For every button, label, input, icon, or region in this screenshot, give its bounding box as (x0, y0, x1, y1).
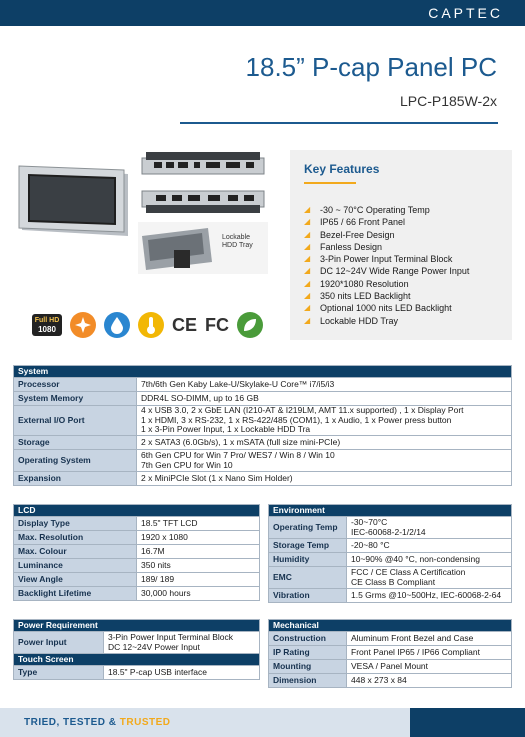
spec-value: Aluminum Front Bezel and Case (347, 632, 512, 646)
spec-value: Front Panel IP65 / IP66 Compliant (347, 646, 512, 660)
key-feature-text: Lockable HDD Tray (320, 315, 399, 326)
lcd-spec-table (13, 504, 260, 601)
ip65-icon (104, 312, 130, 338)
spec-row (269, 517, 512, 539)
spec-value: 1.5 Grms @10~500Hz, IEC-60068-2-64 (347, 589, 512, 603)
key-feature-item (304, 290, 509, 302)
top-bar (0, 0, 525, 26)
spec-row (14, 587, 260, 601)
rohs-icon (237, 312, 263, 338)
key-feature-text: Optional 1000 nits LED Backlight (320, 303, 452, 314)
bullet-icon: ◢ (304, 303, 311, 313)
system-spec-table (13, 365, 512, 486)
resolution-1080-text: 1080 (38, 325, 56, 334)
spec-label: Vibration (269, 589, 347, 603)
lcd-header: LCD (14, 505, 260, 517)
spec-row (269, 674, 512, 688)
key-feature-text: Bezel-Free Design (320, 229, 395, 240)
spec-value: 4 x USB 3.0, 2 x GbE LAN (I210-AT & I219LM, AMT 11.x supported) , 1 x Display Port 1 x HDMI, 3 x RS-232, 1 x RS-422/485 (COM1), 1 x Audio, 1 x Power press button 1 x 3-Pin Power Input, 1 x Lockable HDD Tra (137, 406, 512, 436)
spec-label: Humidity (269, 553, 347, 567)
spec-row (14, 559, 260, 573)
panel-pc-top-io-image (138, 185, 268, 217)
spec-row (269, 589, 512, 603)
tagline (24, 717, 171, 728)
key-feature-item (304, 216, 509, 228)
spec-label: Storage (14, 436, 137, 450)
bullet-icon: ◢ (304, 217, 311, 227)
key-feature-text: 350 nits LED Backlight (320, 291, 411, 302)
ce-mark-icon: CE (172, 314, 198, 335)
key-feature-item (304, 265, 509, 277)
spec-label: Processor (14, 378, 137, 392)
spec-label: Max. Resolution (14, 531, 137, 545)
tagline-part-2: TRUSTED (119, 717, 171, 728)
spec-value: 1920 x 1080 (137, 531, 260, 545)
bullet-icon: ◢ (304, 291, 311, 301)
spec-label: Type (14, 666, 104, 680)
tagline-part-1: TRIED, TESTED & (24, 717, 120, 728)
spec-row (14, 545, 260, 559)
spec-value: -30~70°C IEC-60068-2-1/2/14 (347, 517, 512, 539)
spec-row (269, 539, 512, 553)
spec-value: VESA / Panel Mount (347, 660, 512, 674)
spec-row (14, 392, 512, 406)
bullet-icon: ◢ (304, 205, 311, 214)
spec-label: EMC (269, 567, 347, 589)
spec-label: System Memory (14, 392, 137, 406)
spec-row (14, 632, 260, 654)
spec-value: -20~80 °C (347, 539, 512, 553)
spec-row (14, 531, 260, 545)
key-feature-text: DC 12~24V Wide Range Power Input (320, 266, 470, 277)
bullet-icon: ◢ (304, 254, 311, 264)
spec-label: External I/O Port (14, 406, 137, 436)
key-feature-text: 1920*1080 Resolution (320, 278, 409, 289)
key-features-title: Key Features (304, 162, 380, 176)
environment-header: Environment (269, 505, 512, 517)
power-header: Power Requirement (14, 620, 260, 632)
spec-row (14, 406, 512, 436)
spec-row (14, 436, 512, 450)
title-divider (180, 122, 498, 124)
spec-label: Display Type (14, 517, 137, 531)
spec-label: Max. Colour (14, 545, 137, 559)
full-hd-1080-icon (32, 314, 62, 336)
key-feature-item (304, 302, 509, 314)
spec-row (14, 517, 260, 531)
spec-value: 448 x 273 x 84 (347, 674, 512, 688)
bullet-icon: ◢ (304, 241, 311, 251)
spec-label: Construction (269, 632, 347, 646)
spec-row (14, 450, 512, 472)
spec-value: 10~90% @40 °C, non-condensing (347, 553, 512, 567)
key-feature-text: IP65 / 66 Front Panel (320, 217, 406, 228)
spec-value: 6th Gen CPU for Win 7 Pro/ WES7 / Win 8 / Win 10 7th Gen CPU for Win 10 (137, 450, 512, 472)
power-spec-table (13, 619, 260, 680)
bullet-icon: ◢ (304, 278, 311, 288)
spec-label: Mounting (269, 660, 347, 674)
spec-row (14, 378, 512, 392)
spec-label: Dimension (269, 674, 347, 688)
temperature-icon (138, 312, 164, 338)
hdd-tray-image (138, 222, 268, 274)
bullet-icon: ◢ (304, 229, 311, 239)
spec-row (269, 646, 512, 660)
spec-value: 18.5" TFT LCD (137, 517, 260, 531)
key-feature-item (304, 204, 509, 216)
spec-label: IP Rating (269, 646, 347, 660)
spec-value: 3-Pin Power Input Terminal Block DC 12~24V Power Input (104, 632, 260, 654)
spec-label: Expansion (14, 472, 137, 486)
spec-value: 16.7M (137, 545, 260, 559)
key-feature-item (304, 253, 509, 265)
fanless-icon (70, 312, 96, 338)
leaf-icon (241, 316, 259, 334)
water-drop-icon (110, 316, 124, 334)
fcc-mark-icon: FC (205, 314, 230, 335)
key-feature-text: Fanless Design (320, 241, 383, 252)
spec-row (269, 660, 512, 674)
footer-accent-block (410, 708, 525, 737)
key-feature-item (304, 278, 509, 290)
spec-value: 189/ 189 (137, 573, 260, 587)
hdd-tray-label: Lockable HDD Tray (222, 234, 253, 249)
spec-value: FCC / CE Class A Certification CE Class B Compliant (347, 567, 512, 589)
key-feature-text: 3-Pin Power Input Terminal Block (320, 254, 453, 265)
spec-value: DDR4L SO-DIMM, up to 16 GB (137, 392, 512, 406)
bullet-icon: ◢ (304, 266, 311, 276)
spec-row (14, 472, 512, 486)
panel-pc-bottom-io-image (138, 148, 268, 180)
touch-screen-header: Touch Screen (14, 654, 260, 666)
spec-label: Operating System (14, 450, 137, 472)
spec-label: View Angle (14, 573, 137, 587)
spec-label: Luminance (14, 559, 137, 573)
spec-label: Operating Temp (269, 517, 347, 539)
full-hd-text: Full HD (34, 317, 60, 324)
spec-value: 7th/6th Gen Kaby Lake-U/Skylake-U Core™ i7/i5/i3 (137, 378, 512, 392)
mechanical-spec-table (268, 619, 512, 688)
key-features-underline (304, 182, 356, 184)
spec-value: 2 x MiniPCIe Slot (1 x Nano Sim Holder) (137, 472, 512, 486)
model-number: LPC-P185W-2x (399, 93, 497, 109)
spec-label: Power Input (14, 632, 104, 654)
certification-icons (32, 312, 264, 338)
environment-spec-table (268, 504, 512, 603)
spec-row (14, 666, 260, 680)
panel-pc-front-image (16, 160, 132, 240)
spec-value: 350 nits (137, 559, 260, 573)
key-feature-item (304, 315, 509, 327)
bullet-icon: ◢ (304, 315, 311, 325)
fan-icon (72, 314, 94, 336)
page-title: 18.5” P-cap Panel PC (245, 52, 497, 82)
system-header: System (14, 366, 512, 378)
spec-row (269, 567, 512, 589)
spec-value: 18.5" P-cap USB interface (104, 666, 260, 680)
spec-row (269, 632, 512, 646)
mechanical-header: Mechanical (269, 620, 512, 632)
spec-value: 30,000 hours (137, 587, 260, 601)
key-features-list (304, 204, 509, 327)
spec-label: Storage Temp (269, 539, 347, 553)
captec-logo: CAPTEC (428, 5, 503, 21)
key-feature-text: -30 ~ 70°C Operating Temp (320, 205, 430, 215)
key-feature-item (304, 241, 509, 253)
thermometer-icon (146, 315, 156, 335)
key-feature-item (304, 229, 509, 241)
spec-row (269, 553, 512, 567)
spec-row (14, 573, 260, 587)
spec-label: Backlight Lifetime (14, 587, 137, 601)
spec-value: 2 x SATA3 (6.0Gb/s), 1 x mSATA (full size mini-PCIe) (137, 436, 512, 450)
